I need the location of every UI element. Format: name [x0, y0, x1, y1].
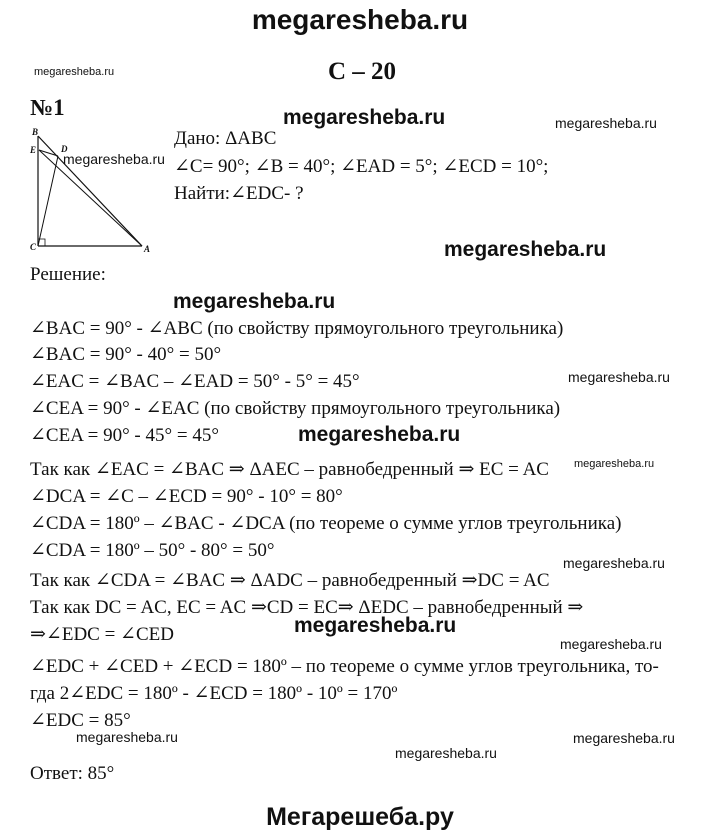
watermark: megaresheba.ru	[76, 729, 178, 745]
triangle-figure	[28, 126, 156, 258]
watermark: megaresheba.ru	[63, 151, 165, 167]
solution-line: ∠CEA = 90° - ∠EAC (по свойству прямоугольного треугольника)	[30, 398, 561, 419]
solution-line: ∠CDA = 180º – ∠BAC - ∠DCA (по теореме о сумме углов треугольника)	[30, 513, 622, 534]
answer: Ответ: 85°	[30, 763, 115, 784]
watermark: megaresheba.ru	[298, 423, 461, 446]
section-title: C – 20	[328, 58, 397, 85]
watermark: megaresheba.ru	[568, 369, 670, 385]
segment-cd	[38, 156, 58, 246]
site-header: megaresheba.ru	[251, 4, 469, 35]
label-c: C	[30, 242, 37, 252]
site-footer: Мегарешеба.ру	[266, 803, 454, 831]
watermark: megaresheba.ru	[395, 745, 497, 761]
watermark: megaresheba.ru	[555, 115, 657, 131]
solution-line: ∠DCA = ∠C – ∠ECD = 90° - 10° = 80°	[30, 486, 343, 507]
solution-line: ∠BAC = 90° - ∠ABC (по свойству прямоугольного треугольника)	[30, 318, 564, 339]
watermark: megaresheba.ru	[573, 730, 675, 746]
given-line-3: Найти:∠EDC- ?	[174, 183, 304, 204]
watermark: megaresheba.ru	[294, 614, 457, 637]
label-e: E	[30, 145, 37, 155]
solution-line: ∠CDA = 180º – 50° - 80° = 50°	[30, 540, 275, 561]
watermark: megaresheba.ru	[560, 636, 662, 652]
solution-line: ∠BAC = 90° - 40° = 50°	[30, 344, 222, 365]
watermark: megaresheba.ru	[34, 66, 115, 78]
solution-label: Решение:	[30, 264, 106, 285]
label-a: A	[144, 244, 151, 254]
solution-line: Так как DC = AC, EC = AC ⇒CD = EC⇒ ΔEDC – равнобедренный ⇒	[30, 597, 584, 618]
given-line-1: Дано: ΔABC	[174, 128, 277, 149]
problem-number: №1	[30, 95, 65, 120]
solution-line: ∠EAC = ∠BAC – ∠EAD = 50° - 5° = 45°	[30, 371, 360, 392]
label-b: B	[32, 127, 39, 137]
watermark: megaresheba.ru	[173, 290, 336, 313]
solution-line: ∠EDC = 85°	[30, 710, 131, 731]
watermark: megaresheba.ru	[283, 106, 446, 129]
given-line-2: ∠C= 90°; ∠B = 40°; ∠EAD = 5°; ∠ECD = 10°;	[174, 156, 549, 177]
watermark: megaresheba.ru	[563, 555, 665, 571]
solution-line: ∠EDC + ∠CED + ∠ECD = 180º – по теореме о сумме углов треугольника, то-	[30, 656, 659, 677]
label-d: D	[61, 144, 68, 154]
watermark: megaresheba.ru	[444, 238, 607, 261]
solution-line: Так как ∠EAC = ∠BAC ⇒ ΔAEC – равнобедренный ⇒ EC = AC	[30, 459, 549, 480]
solution-line: гда 2∠EDC = 180º - ∠ECD = 180º - 10º = 170º	[30, 683, 398, 704]
solution-line: ⇒∠EDC = ∠CED	[30, 624, 174, 645]
solution-line: Так как ∠CDA = ∠BAC ⇒ ΔADC – равнобедренный ⇒DC = AC	[30, 570, 550, 591]
solution-line: ∠CEA = 90° - 45° = 45°	[30, 425, 219, 446]
watermark: megaresheba.ru	[574, 458, 655, 470]
